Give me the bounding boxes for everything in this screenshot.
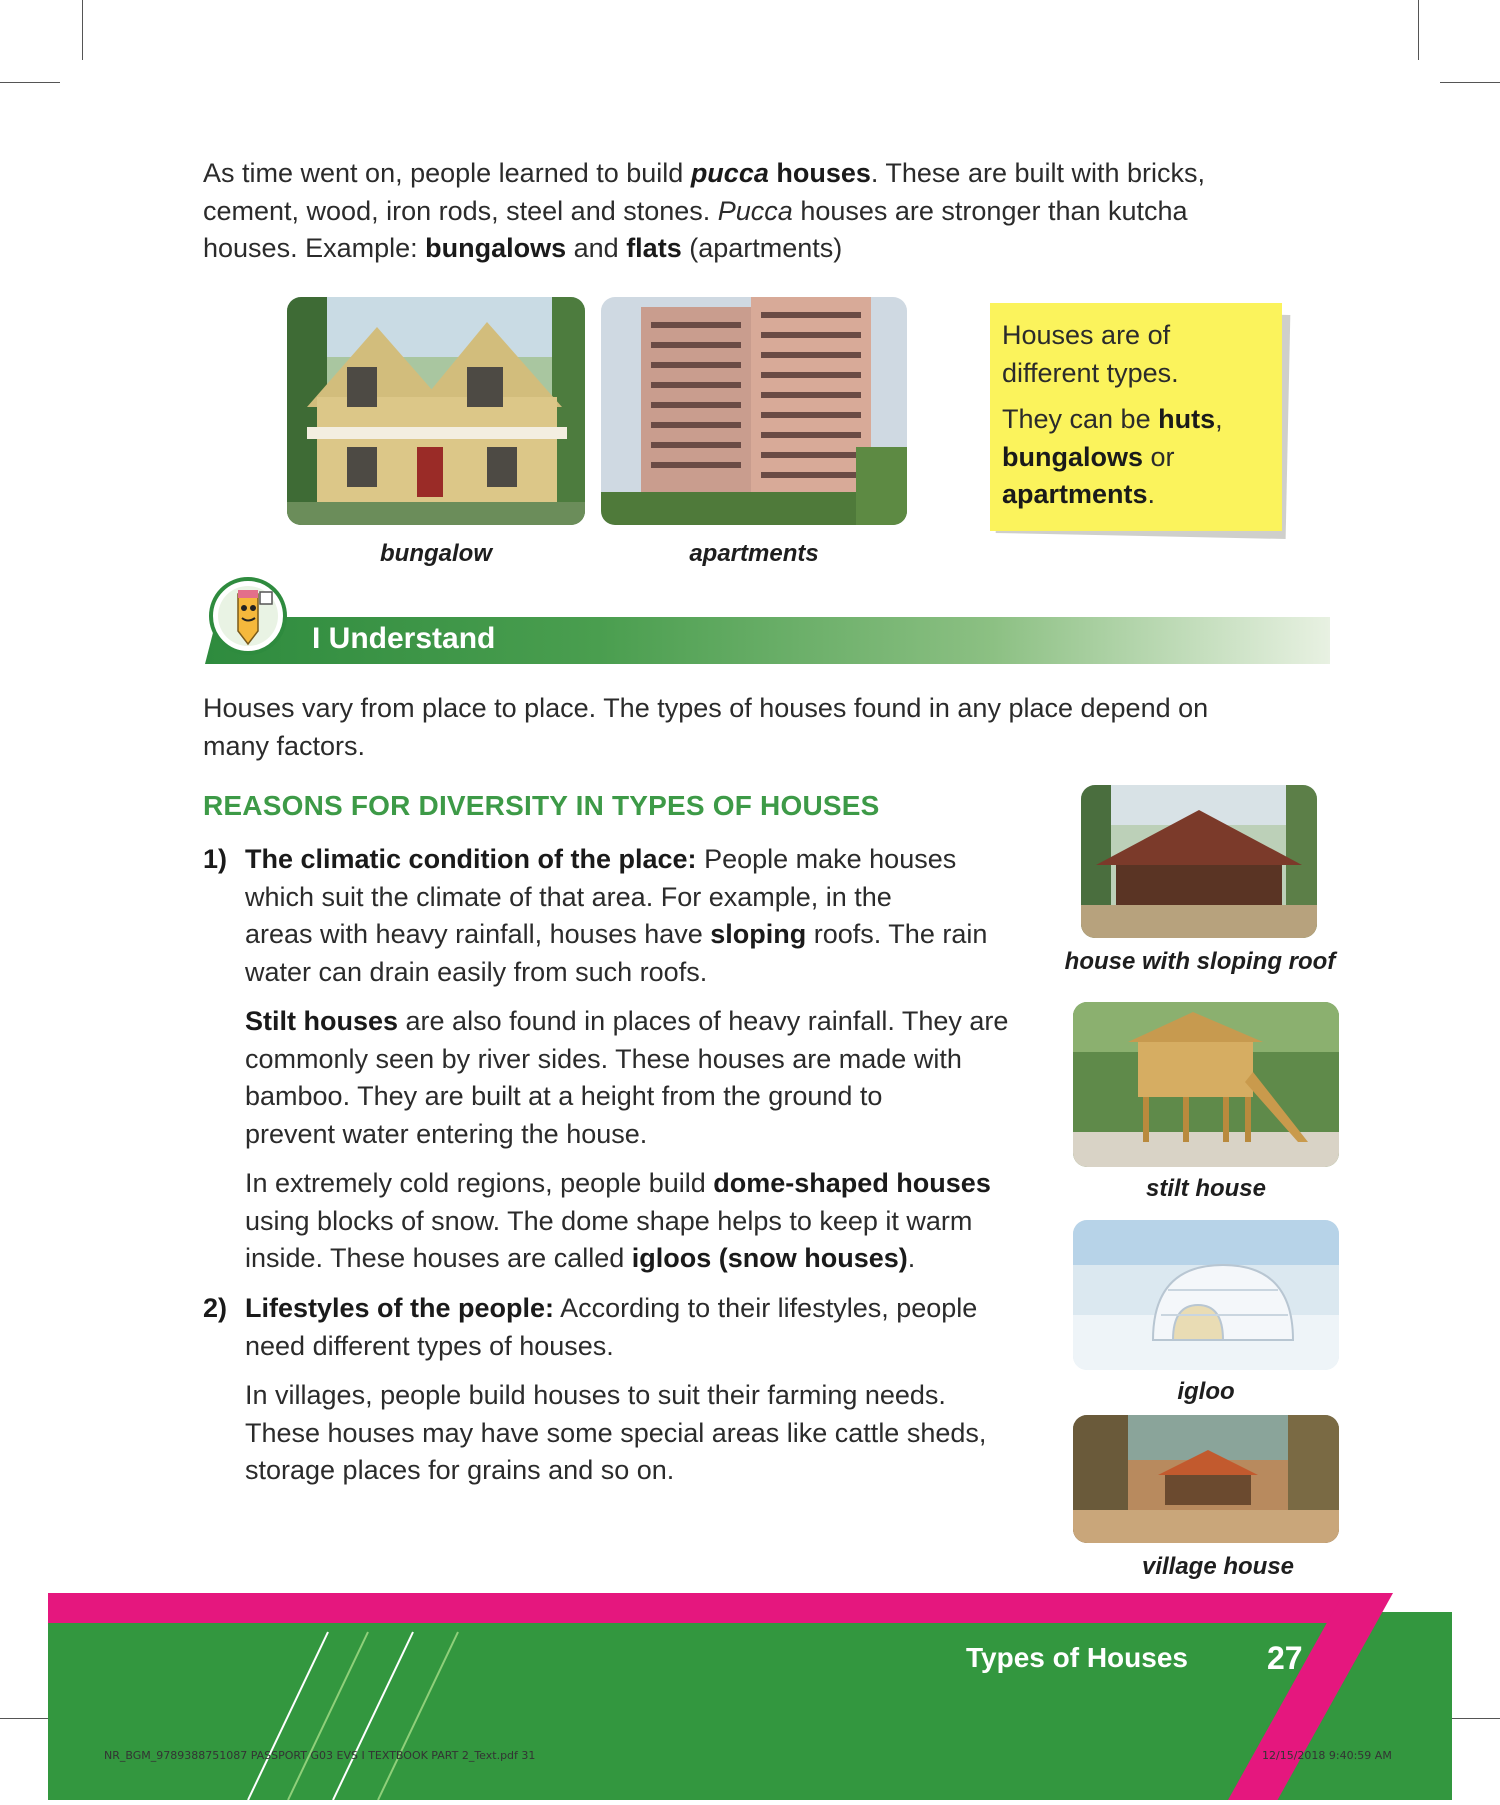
stilt-line: bamboo. They are built at a height from the ground to bbox=[245, 1081, 883, 1111]
village-paragraph bbox=[245, 1377, 1075, 1490]
sloping-roof-caption: house with sloping roof bbox=[1064, 948, 1336, 975]
bungalow-caption: bungalow bbox=[380, 540, 492, 567]
village-line: storage places for grains and so on. bbox=[245, 1455, 675, 1485]
crop-mark bbox=[0, 82, 60, 83]
page-number: 27 bbox=[1267, 1640, 1303, 1676]
apartments-caption: apartments bbox=[689, 540, 819, 567]
crop-mark bbox=[82, 0, 83, 60]
sloping-roof-photo bbox=[1081, 785, 1317, 938]
stilt-line: prevent water entering the house. bbox=[245, 1118, 648, 1149]
section-intro-line: many factors. bbox=[203, 730, 366, 761]
reason2-line: need different types of houses. bbox=[245, 1330, 614, 1361]
reason2-line: Lifestyles of the people: According to their lifestyles, people bbox=[245, 1293, 978, 1323]
bungalow-photo bbox=[287, 297, 585, 525]
note-line: different types. bbox=[1002, 357, 1179, 388]
reason-number: 2) bbox=[203, 1293, 228, 1323]
village-house-caption: village house bbox=[1141, 1553, 1295, 1580]
village-house-photo bbox=[1073, 1415, 1339, 1543]
pencil-mascot-icon bbox=[208, 576, 288, 656]
intro-line: houses. Example: bungalows and flats (apartments) bbox=[203, 233, 843, 263]
igloo-line: inside. These houses are called igloos (snow houses). bbox=[245, 1243, 916, 1273]
village-line: In villages, people build houses to suit their farming needs. bbox=[245, 1380, 946, 1410]
igloo-line: using blocks of snow. The dome shape helps to keep it warm bbox=[245, 1205, 973, 1236]
section-intro bbox=[203, 690, 1333, 765]
village-line: These houses may have some special areas like cattle sheds, bbox=[245, 1417, 987, 1448]
stilt-line: Stilt houses are also found in places of heavy rainfall. They are bbox=[245, 1006, 1009, 1036]
reason1-line: areas with heavy rainfall, houses have sloping roofs. The rain bbox=[245, 919, 988, 949]
reason2-paragraph bbox=[245, 1290, 1075, 1365]
igloo-paragraph bbox=[245, 1165, 1075, 1278]
reason1-line: which suit the climate of that area. For example, in the bbox=[245, 881, 892, 912]
crop-mark bbox=[1418, 0, 1419, 60]
info-note bbox=[990, 303, 1282, 531]
igloo-photo bbox=[1073, 1220, 1339, 1370]
section-title: I Understand bbox=[312, 622, 496, 655]
note-line: bungalows or bbox=[1002, 441, 1175, 472]
crop-mark bbox=[1440, 82, 1500, 83]
stilt-house-caption: stilt house bbox=[1145, 1175, 1266, 1202]
note-line: apartments. bbox=[1002, 479, 1156, 509]
note-text bbox=[1002, 317, 1272, 514]
intro-line: As time went on, people learned to build pucca houses. These are built with bricks, bbox=[203, 158, 1206, 188]
chapter-title: Types of Houses bbox=[966, 1642, 1188, 1673]
stilt-line: commonly seen by river sides. These houses are made with bbox=[245, 1043, 962, 1074]
footer-decor-lines bbox=[48, 1612, 548, 1800]
print-timestamp: 12/15/2018 9:40:59 AM bbox=[1262, 1749, 1392, 1762]
reason1-line: water can drain easily from such roofs. bbox=[245, 956, 708, 987]
igloo-caption: igloo bbox=[1177, 1378, 1235, 1405]
intro-line: cement, wood, iron rods, steel and stones. Pucca houses are stronger than kutcha bbox=[203, 195, 1188, 226]
print-slug: NR_BGM_9789388751087 PASSPORT G03 EVS I TEXTBOOK PART 2_Text.pdf 31 bbox=[104, 1749, 536, 1762]
note-line: They can be huts, bbox=[1002, 404, 1223, 434]
apartments-photo bbox=[601, 297, 907, 525]
reasons-heading: REASONS FOR DIVERSITY IN TYPES OF HOUSES bbox=[203, 790, 880, 821]
section-intro-line: Houses vary from place to place. The types of houses found in any place depend on bbox=[203, 693, 1209, 723]
stilt-paragraph bbox=[245, 1003, 1075, 1153]
reason1-line: The climatic condition of the place: People make houses bbox=[245, 844, 957, 874]
reason1-paragraph bbox=[245, 841, 1075, 991]
igloo-line: In extremely cold regions, people build dome-shaped houses bbox=[245, 1168, 991, 1198]
reason-number: 1) bbox=[203, 844, 228, 874]
note-line: Houses are of bbox=[1002, 320, 1171, 350]
stilt-house-photo bbox=[1073, 1002, 1339, 1167]
intro-paragraph bbox=[203, 155, 1333, 268]
